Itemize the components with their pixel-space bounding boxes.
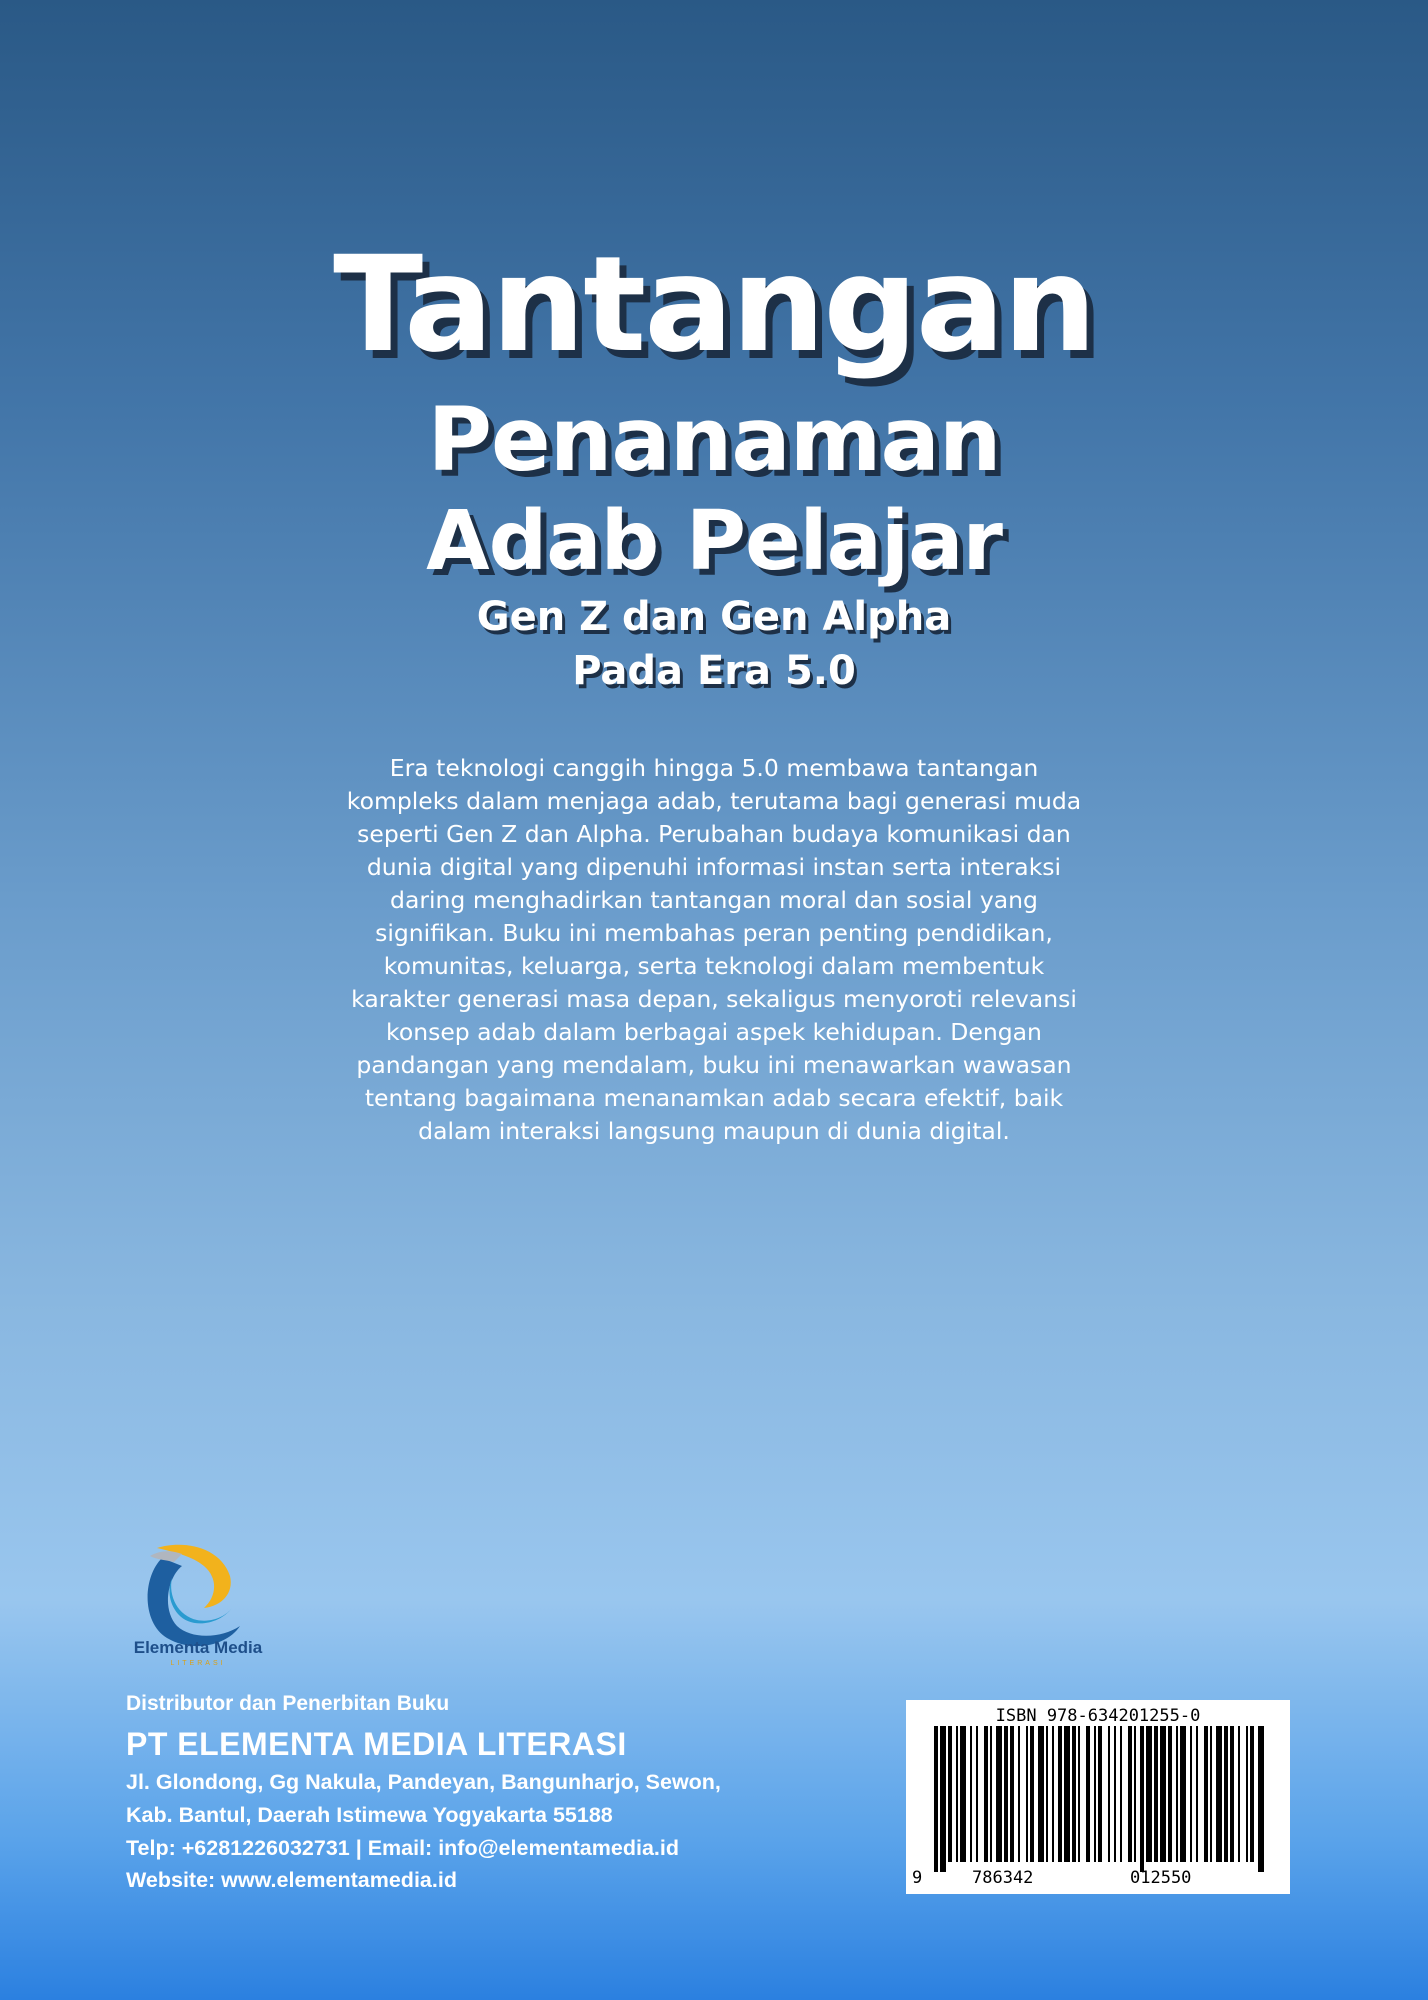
barcode-bar	[1176, 1726, 1178, 1862]
synopsis-line: daring menghadirkan tantangan moral dan sosial yang	[390, 886, 1038, 914]
title-line-2: Penanaman	[427, 388, 1001, 491]
barcode-bar	[976, 1726, 978, 1862]
barcode-bar	[990, 1726, 992, 1862]
barcode-bar	[1224, 1726, 1228, 1862]
barcode-bar	[1098, 1726, 1102, 1862]
publisher-address-2: Kab. Bantul, Daerah Istimewa Yogyakarta 55188	[126, 1803, 613, 1827]
barcode-bar	[948, 1726, 952, 1862]
synopsis-line: komunitas, keluarga, serta teknologi dalam membentuk	[383, 952, 1045, 980]
synopsis-line: kompleks dalam menjaga adab, terutama bagi generasi muda	[346, 787, 1082, 815]
barcode-bar	[1018, 1726, 1020, 1862]
synopsis-line: tentang bagaimana menanamkan adab secara efektif, baik	[364, 1084, 1064, 1112]
barcode-bar	[1046, 1726, 1048, 1862]
synopsis	[304, 752, 1124, 1148]
title-line-1: Tantangan	[333, 228, 1095, 382]
barcode-bar	[1052, 1726, 1054, 1862]
publisher-contact: Telp: +6281226032731 | Email: info@elementamedia.id	[126, 1836, 679, 1860]
barcode-bar	[1250, 1726, 1254, 1862]
barcode-bar	[1154, 1726, 1158, 1862]
barcode-bar	[1140, 1726, 1144, 1872]
synopsis-line: karakter generasi masa depan, sekaligus menyoroti relevansi	[351, 985, 1077, 1013]
synopsis-line: signifikan. Buku ini membahas peran penting pendidikan,	[375, 919, 1053, 947]
synopsis-line: dunia digital yang dipenuhi informasi instan serta interaksi	[366, 853, 1062, 881]
barcode-bar	[1210, 1726, 1212, 1862]
barcode-bar	[970, 1726, 972, 1862]
publisher-name: PT ELEMENTA MEDIA LITERASI	[126, 1726, 627, 1762]
barcode-bar	[996, 1726, 1002, 1862]
barcode-bar	[1134, 1726, 1136, 1862]
barcode-bar	[1190, 1726, 1192, 1862]
barcode-bar	[1180, 1726, 1186, 1862]
barcode-bar	[1196, 1726, 1198, 1862]
barcode-bar	[1026, 1726, 1028, 1862]
publisher-address-1: Jl. Glondong, Gg Nakula, Pandeyan, Bangunharjo, Sewon,	[126, 1770, 721, 1794]
barcode-bar	[934, 1726, 938, 1872]
barcode-bar	[956, 1726, 958, 1862]
barcode-bar	[960, 1726, 966, 1862]
publisher-website: Website: www.elementamedia.id	[126, 1868, 457, 1892]
isbn-label: ISBN 978-634201255-0	[995, 1706, 1201, 1726]
barcode-bar	[1128, 1726, 1132, 1862]
barcode-bar	[1094, 1726, 1096, 1862]
synopsis-line: dalam interaksi langsung maupun di dunia digital.	[418, 1117, 1010, 1145]
barcode-digit-first: 9	[912, 1868, 923, 1888]
barcode-bar	[1230, 1726, 1234, 1862]
barcode-bar	[1120, 1726, 1122, 1862]
barcode-bars	[934, 1726, 1264, 1872]
barcode-bar	[1064, 1726, 1070, 1862]
barcode-bar	[984, 1726, 988, 1862]
barcode-bar	[940, 1726, 946, 1872]
barcode-bar	[1216, 1726, 1222, 1862]
barcode-bar	[1160, 1726, 1166, 1862]
title-line-3: Adab Pelajar	[426, 494, 1002, 589]
logo-tagline: LITERASI	[170, 1660, 226, 1667]
barcode-bar	[1246, 1726, 1248, 1862]
subtitle-line-1: Gen Z dan Gen Alpha	[476, 594, 952, 640]
barcode-bar	[1114, 1726, 1116, 1862]
barcode-bar	[1078, 1726, 1080, 1862]
barcode-bar	[1204, 1726, 1208, 1862]
barcode-bar	[1072, 1726, 1076, 1862]
barcode-digits-right: 012550	[1130, 1868, 1192, 1888]
barcode-bar	[1146, 1726, 1152, 1862]
barcode-bar	[1086, 1726, 1090, 1862]
barcode-bar	[1258, 1726, 1264, 1872]
synopsis-line: pandangan yang mendalam, buku ini menawarkan wawasan	[356, 1051, 1072, 1079]
synopsis-line: seperti Gen Z dan Alpha. Perubahan budaya komunikasi dan	[357, 820, 1071, 848]
isbn-barcode	[906, 1700, 1290, 1894]
logo-wordmark: Elementa Media	[133, 1638, 263, 1657]
barcode-bar	[1168, 1726, 1172, 1862]
subtitle-line-2: Pada Era 5.0	[572, 648, 856, 694]
barcode-bar	[1030, 1726, 1034, 1862]
barcode-digits-left: 786342	[972, 1868, 1034, 1888]
publisher-label: Distributor dan Penerbitan Buku	[126, 1692, 450, 1715]
synopsis-line: konsep adab dalam berbagai aspek kehidupan. Dengan	[386, 1018, 1042, 1046]
barcode-bar	[1038, 1726, 1044, 1862]
barcode-bar	[1004, 1726, 1008, 1862]
barcode-bar	[1058, 1726, 1062, 1862]
barcode-bar	[1108, 1726, 1110, 1862]
synopsis-line: Era teknologi canggih hingga 5.0 membawa tantangan	[389, 754, 1039, 782]
barcode-bar	[1238, 1726, 1240, 1862]
barcode-bar	[1010, 1726, 1014, 1862]
